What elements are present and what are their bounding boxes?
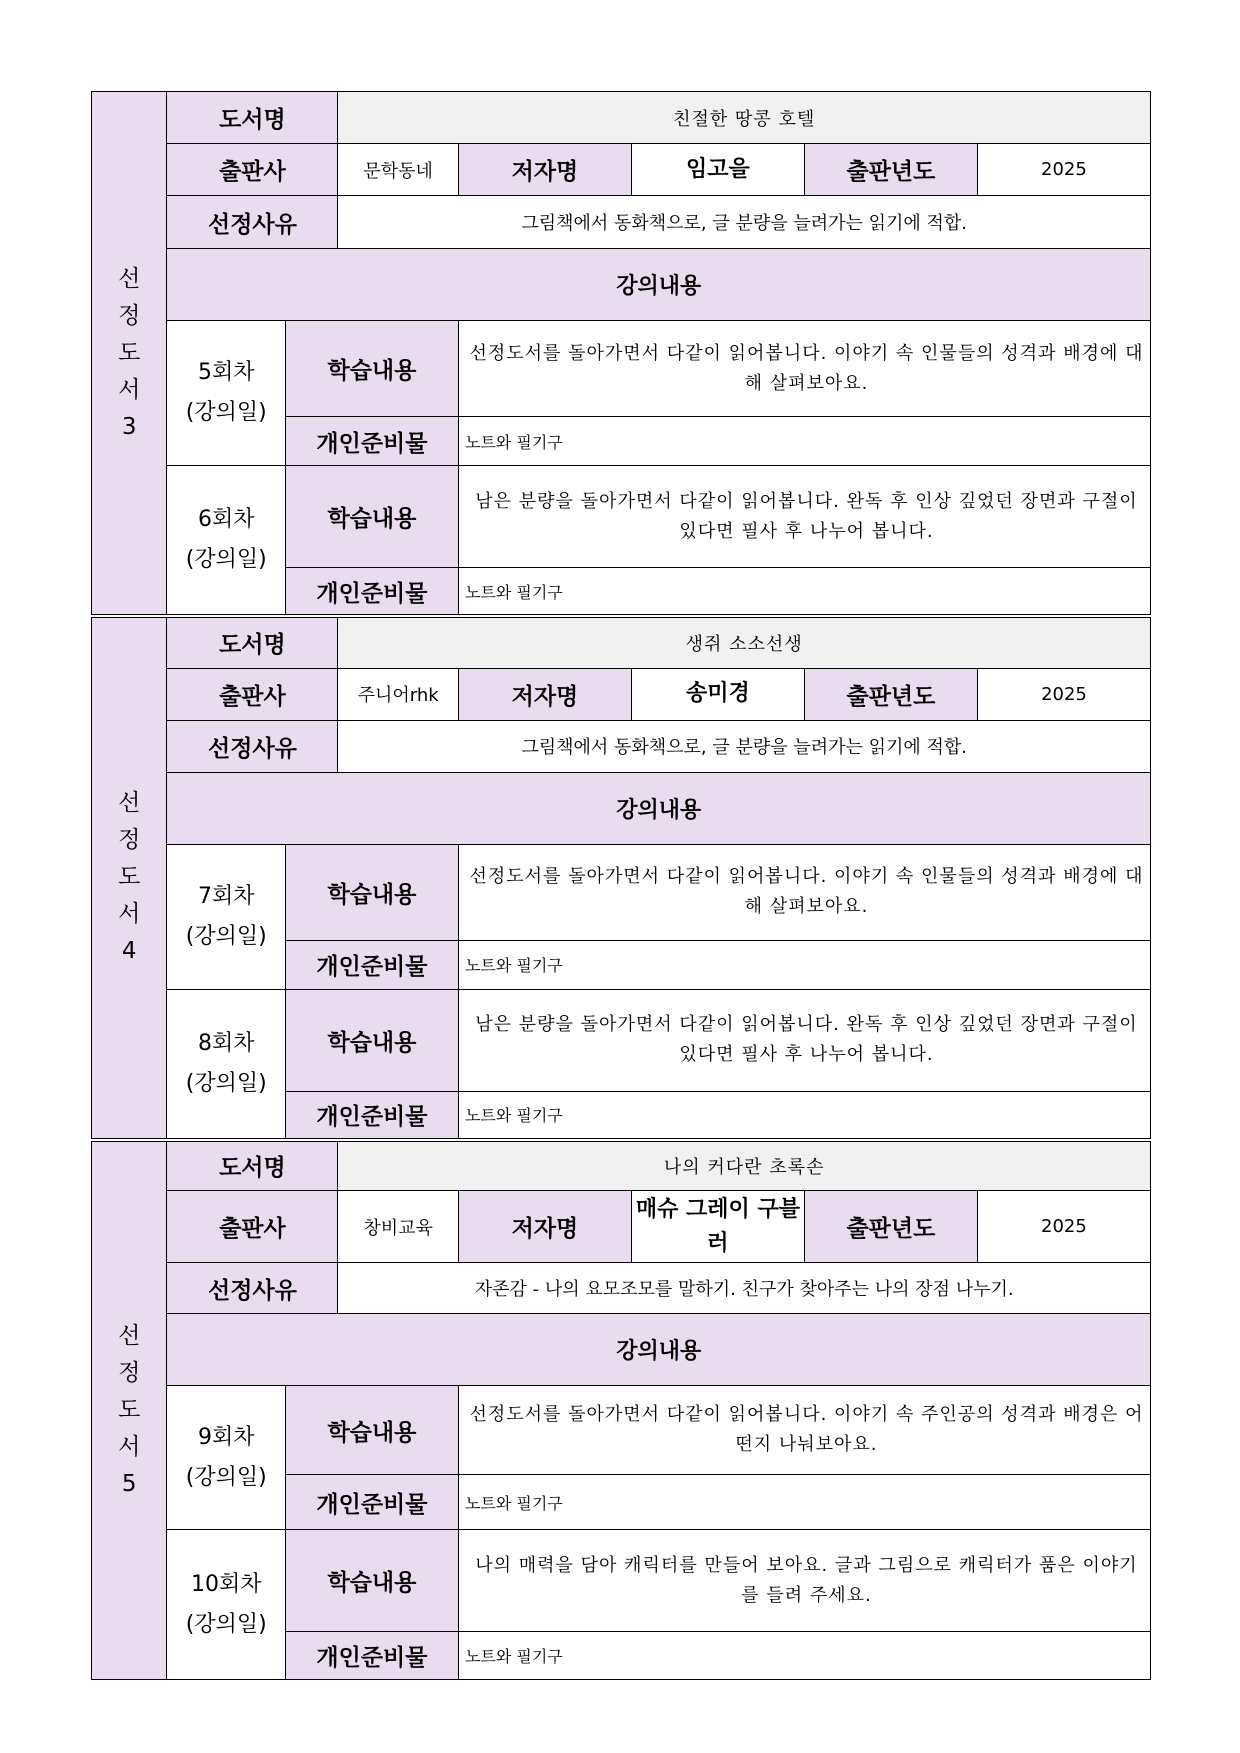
prep-value: 노트와 필기구: [458, 417, 1150, 466]
author-label: 저자명: [458, 144, 631, 196]
prep-label: 개인준비물: [285, 940, 458, 989]
year-label: 출판년도: [804, 1191, 977, 1263]
publisher-label: 출판사: [167, 144, 338, 196]
session-number: 10회차 (강의일): [167, 1530, 285, 1680]
publisher-value: 문학동네: [338, 144, 459, 196]
author-value: 임고을: [631, 144, 804, 196]
reason-label: 선정사유: [167, 196, 338, 249]
prep-value: 노트와 필기구: [458, 568, 1150, 615]
year-label: 출판년도: [804, 144, 977, 196]
session-number: 9회차 (강의일): [167, 1386, 285, 1530]
book-title-value: 친절한 땅콩 호텔: [338, 92, 1151, 144]
reason-value: 그림책에서 동화책으로, 글 분량을 늘려가는 읽기에 적합.: [338, 720, 1151, 772]
study-label: 학습내용: [285, 1530, 458, 1632]
author-value: 송미경: [631, 668, 804, 720]
year-label: 출판년도: [804, 668, 977, 720]
curriculum-document: [91, 91, 1151, 1680]
study-content: 나의 매력을 담아 캐릭터를 만들어 보아요. 글과 그림으로 캐릭터가 품은 이야기를 들려 주세요.: [458, 1530, 1150, 1632]
study-label: 학습내용: [285, 844, 458, 940]
year-value: 2025: [977, 668, 1150, 720]
prep-label: 개인준비물: [285, 1475, 458, 1530]
book-side-label: 선 정 도 서 5: [92, 1140, 167, 1680]
study-content: 선정도서를 돌아가면서 다같이 읽어봅니다. 이야기 속 인물들의 성격과 배경에 대해 살펴보아요.: [458, 844, 1150, 940]
author-label: 저자명: [458, 668, 631, 720]
reason-value: 그림책에서 동화책으로, 글 분량을 늘려가는 읽기에 적합.: [338, 196, 1151, 249]
study-label: 학습내용: [285, 989, 458, 1091]
book-title-label: 도서명: [167, 1140, 338, 1191]
study-content: 선정도서를 돌아가면서 다같이 읽어봅니다. 이야기 속 주인공의 성격과 배경은 어떤지 나눠보아요.: [458, 1386, 1150, 1475]
study-label: 학습내용: [285, 1386, 458, 1475]
study-content: 남은 분량을 돌아가면서 다같이 읽어봅니다. 완독 후 인상 깊었던 장면과 구절이 있다면 필사 후 나누어 봅니다.: [458, 989, 1150, 1091]
year-value: 2025: [977, 144, 1150, 196]
prep-label: 개인준비물: [285, 417, 458, 466]
publisher-label: 출판사: [167, 1191, 338, 1263]
lecture-heading: 강의내용: [167, 1314, 1151, 1386]
session-number: 5회차 (강의일): [167, 321, 285, 466]
reason-value: 자존감 - 나의 요모조모를 말하기. 친구가 찾아주는 나의 장점 나누기.: [338, 1263, 1151, 1314]
session-number: 8회차 (강의일): [167, 989, 285, 1138]
book-table-3: [91, 91, 1151, 615]
prep-label: 개인준비물: [285, 1632, 458, 1680]
reason-label: 선정사유: [167, 720, 338, 772]
publisher-value: 주니어rhk: [338, 668, 459, 720]
study-label: 학습내용: [285, 321, 458, 417]
book-title-value: 나의 커다란 초록손: [338, 1140, 1151, 1191]
book-table-5: [91, 1138, 1151, 1681]
book-side-label: 선 정 도 서 3: [92, 92, 167, 615]
book-title-label: 도서명: [167, 92, 338, 144]
study-content: 남은 분량을 돌아가면서 다같이 읽어봅니다. 완독 후 인상 깊었던 장면과 구절이 있다면 필사 후 나누어 봅니다.: [458, 466, 1150, 568]
prep-value: 노트와 필기구: [458, 1091, 1150, 1138]
study-content: 선정도서를 돌아가면서 다같이 읽어봅니다. 이야기 속 인물들의 성격과 배경에 대해 살펴보아요.: [458, 321, 1150, 417]
publisher-label: 출판사: [167, 668, 338, 720]
year-value: 2025: [977, 1191, 1150, 1263]
publisher-value: 창비교육: [338, 1191, 459, 1263]
author-value: 매슈 그레이 구블러: [631, 1191, 804, 1263]
book-title-value: 생쥐 소소선생: [338, 616, 1151, 668]
book-side-label: 선 정 도 서 4: [92, 616, 167, 1138]
prep-label: 개인준비물: [285, 1091, 458, 1138]
lecture-heading: 강의내용: [167, 249, 1151, 321]
session-number: 7회차 (강의일): [167, 844, 285, 989]
prep-value: 노트와 필기구: [458, 1475, 1150, 1530]
book-table-4: [91, 614, 1151, 1139]
book-title-label: 도서명: [167, 616, 338, 668]
reason-label: 선정사유: [167, 1263, 338, 1314]
study-label: 학습내용: [285, 466, 458, 568]
prep-value: 노트와 필기구: [458, 940, 1150, 989]
session-number: 6회차 (강의일): [167, 466, 285, 615]
prep-value: 노트와 필기구: [458, 1632, 1150, 1680]
author-label: 저자명: [458, 1191, 631, 1263]
prep-label: 개인준비물: [285, 568, 458, 615]
lecture-heading: 강의내용: [167, 772, 1151, 844]
